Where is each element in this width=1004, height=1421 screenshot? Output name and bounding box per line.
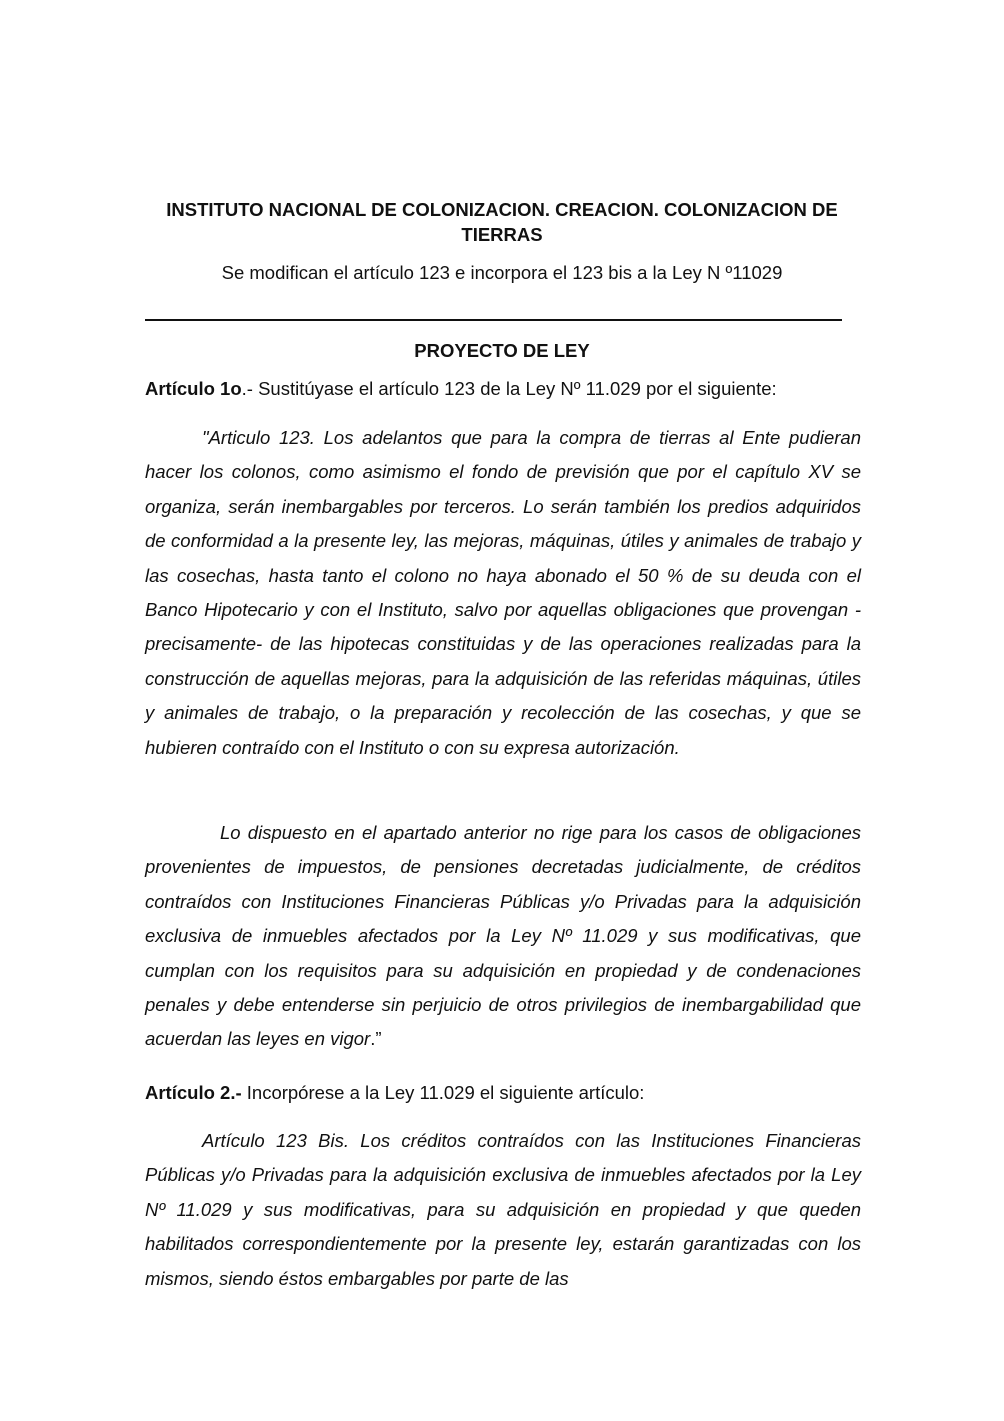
article-2-paragraph-1: Artículo 123 Bis. Los créditos contraídos con las Instituciones Financieras Públicas y/o Privadas para la adquisición exclusiva de inmuebles afectados por la Ley Nº 11.029 y sus modificativas, para su adquisición en propiedad y que queden habilitados correspondientemente por la presente ley, estarán garantizadas con los mismos, siendo éstos embargables por parte de las [145,1130,861,1289]
article-1-paragraph-2 [145,816,861,1057]
article-2-intro: Incorpórese a la Ley 11.029 el siguiente artículo: [241,1082,645,1103]
article-1-heading [145,376,865,402]
article-1-label: Artículo 1o [145,378,242,399]
document-title: INSTITUTO NACIONAL DE COLONIZACION. CREACION. COLONIZACION DE TIERRAS [166,199,838,245]
article-1-paragraph-1: "Articulo 123. Los adelantos que para la compra de tierras al Ente pudieran hacer los colonos, como asimismo el fondo de previsión que por el capítulo XV se organiza, serán inembargables por terceros. Lo serán también los predios adquiridos de conformidad a la presente ley, las mejoras, máquinas, útiles y animales de trabajo y las cosechas, hasta tanto el colono no haya abonado el 50 % de su deuda con el Banco Hipotecario y con el Instituto, salvo por aquellas obligaciones que provengan -precisamente- de las hipotecas constituidas y de las operaciones realizadas para la construcción de aquellas mejoras, para la adquisición de las referidas máquinas, útiles y animales de trabajo, o la preparación y recolección de las cosechas, y que se hubieren contraído con el Instituto o con su expresa autorización. [145,427,861,758]
document-subtitle: Se modifican el artículo 123 e incorpora el 123 bis a la Ley N º11029 [221,262,783,283]
section-heading: PROYECTO DE LEY [414,340,590,361]
closing-quote: .” [370,1028,382,1050]
article-2-label: Artículo 2.- [145,1082,242,1103]
horizontal-divider [145,319,842,321]
article-1-paragraph-2-body: Lo dispuesto en el apartado anterior no rige para los casos de obligaciones provenientes de impuestos, de pensiones decretadas judicialmente, de créditos contraídos con Instituciones Financieras Públicas y/o Privadas para la adquisición exclusiva de inmuebles afectados por la Ley Nº 11.029 y sus modificativas, que cumplan con los requisitos para su adquisición en propiedad y de condenaciones penales y debe entenderse sin perjuicio de otros privilegios de inembargabilidad que acuerdan las leyes en vigor [145,822,861,1050]
article-1-intro: .- Sustitúyase el artículo 123 de la Ley Nº 11.029 por el siguiente: [241,378,777,399]
article-2-heading [145,1080,865,1106]
